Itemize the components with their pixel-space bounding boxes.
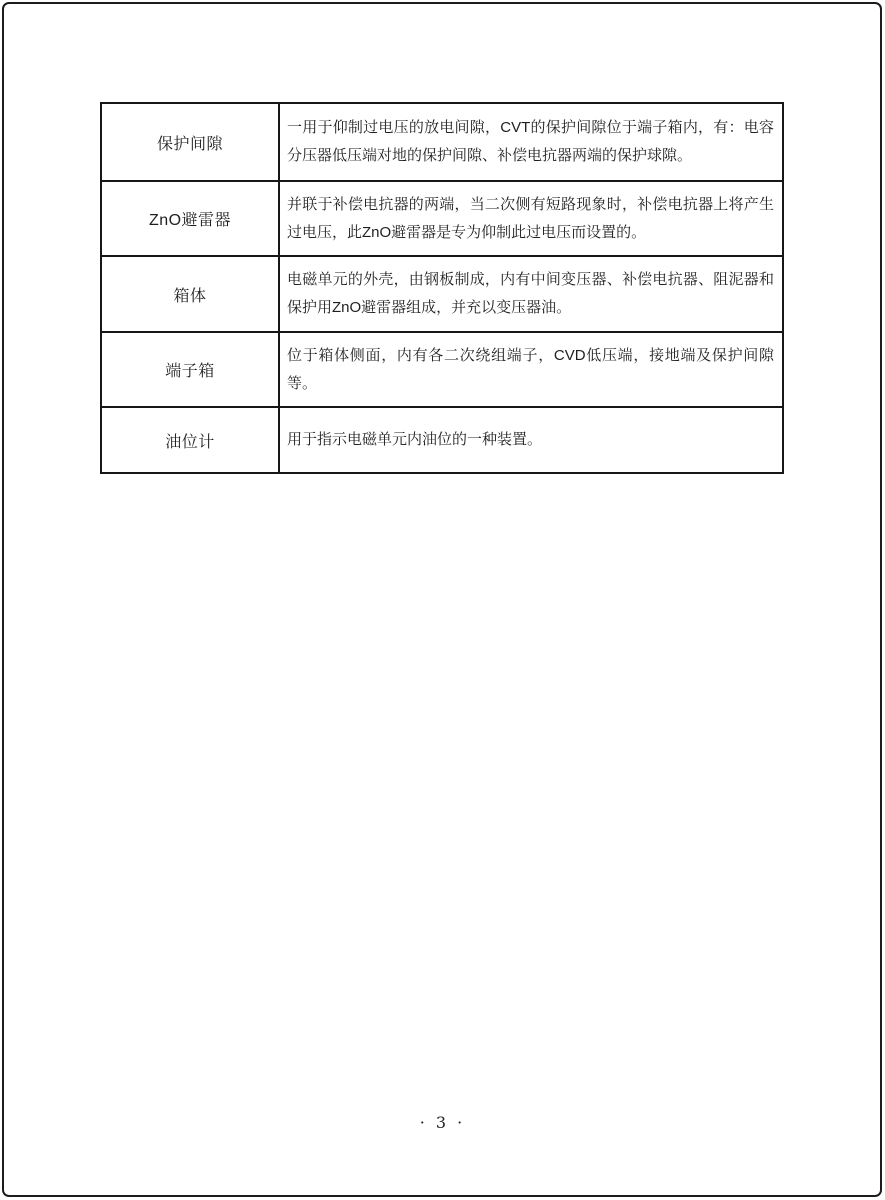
definition-text: 并联于补偿电抗器的两端，当二次侧有短路现象时，补偿电抗器上将产生过电压，此ZnO避雷器是专为仰制此过电压而设置的。 bbox=[287, 195, 774, 241]
definition-text: 用于指示电磁单元内油位的一种装置。 bbox=[287, 431, 543, 448]
table-row bbox=[102, 255, 782, 331]
definition-text: 电磁单元的外壳，由钢板制成，内有中间变压器、补偿电抗器、阻泥器和保护用ZnO避雷器组成，并充以变压器油。 bbox=[287, 271, 774, 316]
table-row bbox=[102, 180, 782, 255]
definition-text: 位于箱体侧面，内有各二次绕组端子，CVD低压端，接地端及保护间隙等。 bbox=[287, 346, 774, 392]
definition-cell bbox=[280, 408, 782, 472]
definition-cell bbox=[280, 333, 782, 406]
definition-table bbox=[100, 102, 784, 474]
term-label: 箱体 bbox=[173, 287, 207, 305]
page-number: · 3 · bbox=[419, 1113, 466, 1132]
page-footer bbox=[0, 1113, 885, 1132]
term-label: 保护间隙 bbox=[156, 135, 223, 153]
term-label: 端子箱 bbox=[165, 363, 215, 380]
term-cell bbox=[102, 257, 280, 331]
table-row bbox=[102, 406, 782, 472]
table-row bbox=[102, 331, 782, 406]
term-label: 油位计 bbox=[165, 433, 215, 451]
term-label: ZnO避雷器 bbox=[148, 212, 232, 229]
definition-cell bbox=[280, 257, 782, 331]
table-row bbox=[102, 104, 782, 180]
term-cell bbox=[102, 333, 280, 406]
definition-text: 一用于仰制过电压的放电间隙，CVT的保护间隙位于端子箱内，有：电容分压器低压端对地的保护间隙、补偿电抗器两端的保护球隙。 bbox=[287, 119, 774, 164]
term-cell bbox=[102, 408, 280, 472]
definition-cell bbox=[280, 182, 782, 255]
definition-cell bbox=[280, 104, 782, 180]
term-cell bbox=[102, 104, 280, 180]
term-cell bbox=[102, 182, 280, 255]
